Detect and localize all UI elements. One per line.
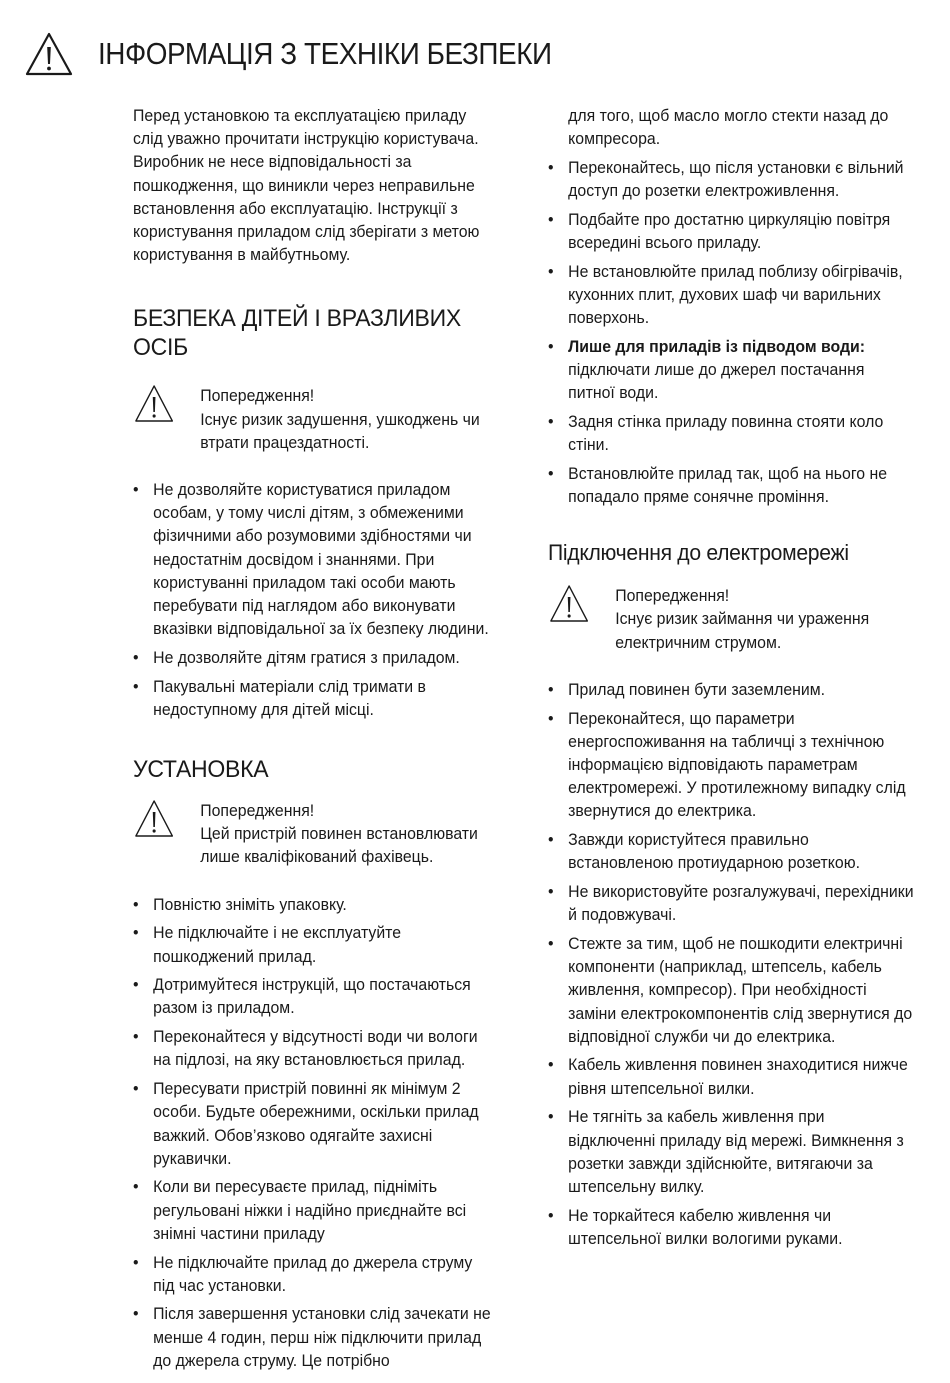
install-warning bbox=[133, 800, 498, 870]
warning-triangle-icon bbox=[548, 583, 590, 625]
list-item: • Повністю зніміть упаковку. bbox=[133, 894, 498, 917]
warning-triangle-icon bbox=[24, 30, 74, 78]
list-item: • Не встановлюйте прилад поблизу обігрівачів, кухонних плит, духових шаф чи варильних поверхонь. bbox=[548, 261, 915, 331]
install-section-title: УСТАНОВКА bbox=[133, 756, 269, 784]
page-header bbox=[24, 30, 602, 78]
list-item-water bbox=[548, 336, 915, 406]
list-item: • Задня стінка приладу повинна стояти коло стіни. bbox=[548, 411, 915, 457]
install-list-continued bbox=[548, 105, 915, 509]
water-item-text: підключати лише до джерел постачання питної води. bbox=[568, 361, 865, 403]
children-list bbox=[133, 479, 498, 722]
right-column bbox=[548, 105, 930, 1257]
list-item: • Подбайте про достатню циркуляцію повітря всередині всього приладу. bbox=[548, 209, 915, 255]
list-item: • Встановлюйте прилад так, щоб на нього не попадало пряме сонячне проміння. bbox=[548, 463, 915, 509]
warning-text: Існує ризик займання чи ураження електричним струмом. bbox=[615, 610, 870, 652]
list-item: • Пакувальні матеріали слід тримати в недоступному для дітей місці. bbox=[133, 676, 498, 722]
list-item: • Переконайтеся у відсутності води чи вологи на підлозі, на яку встановлюється прилад. bbox=[133, 1026, 498, 1072]
list-item: • Стежте за тим, щоб не пошкодити електричні компоненти (наприклад, штепсель, кабель живлення, компресор). При необхідності заміни електрокомпонентів слід звернутися до відповідної служби чи до електрика. bbox=[548, 933, 915, 1049]
warning-title: Попередження! bbox=[615, 587, 730, 606]
children-section-title: БЕЗПЕКА ДІТЕЙ І ВРАЗЛИВИХ ОСІБ bbox=[133, 305, 461, 362]
list-item: • Не дозволяйте користуватися приладом особам, у тому числі дітям, з обмеженими фізичними або розумовими здібностями чи недостатнім досвідом і знаннями. При користуванні приладом такі особи мають перебувати під наглядом або виконувати вказівки відповідальної за їх безпеку людини. bbox=[133, 479, 498, 641]
list-item: • Дотримуйтеся інструкцій, що постачаються разом із приладом. bbox=[133, 974, 498, 1020]
water-item-label: Лише для приладів із підводом води: bbox=[568, 337, 866, 356]
list-item: • Не дозволяйте дітям гратися з приладом. bbox=[133, 647, 498, 670]
list-item: • Кабель живлення повинен знаходитися нижче рівня штепсельної вилки. bbox=[548, 1054, 915, 1100]
warning-text: Цей пристрій повинен встановлювати лише кваліфікований фахівець. bbox=[200, 825, 478, 867]
install-list bbox=[133, 894, 498, 1373]
list-item: • Переконайтеся, що параметри енергоспоживання на табличці з технічною інформацією відповідають параметрам електромережі. У протилежному випадку слід звернутися до електрика. bbox=[548, 708, 915, 824]
list-item: • Не тягніть за кабель живлення при відключенні приладу від мережі. Вимкнення з розетки завжди здійснюйте, витягаючи за штепсельну вилку. bbox=[548, 1106, 915, 1199]
list-item: • Не використовуйте розгалужувачі, перехідники й подовжувачі. bbox=[548, 881, 915, 927]
list-item: • Не підключайте і не експлуатуйте пошкоджений прилад. bbox=[133, 922, 498, 968]
list-item: • Не підключайте прилад до джерела струму під час установки. bbox=[133, 1252, 498, 1298]
left-column bbox=[133, 105, 513, 1379]
warning-title: Попередження! bbox=[200, 387, 315, 406]
list-item: • Пересувати пристрій повинні як мінімум 2 особи. Будьте обережними, оскільки прилад важкий. Обов’язково одягайте захисні рукавички. bbox=[133, 1078, 498, 1171]
electric-warning bbox=[548, 585, 915, 655]
list-item: • Прилад повинен бути заземленим. bbox=[548, 679, 915, 702]
electric-section-title: Підключення до електромережі bbox=[548, 540, 849, 566]
list-item: • Після завершення установки слід зачекати не менше 4 годин, перш ніж підключити прилад до джерела струму. Це потрібно bbox=[133, 1303, 498, 1373]
page-title: ІНФОРМАЦІЯ З ТЕХНІКИ БЕЗПЕКИ bbox=[98, 36, 552, 71]
list-item: • Переконайтесь, що після установки є вільний доступ до розетки електроживлення. bbox=[548, 157, 915, 203]
warning-text: Існує ризик задушення, ушкоджень чи втрати працездатності. bbox=[200, 410, 480, 452]
warning-triangle-icon bbox=[133, 383, 175, 425]
list-item: • Не торкайтеся кабелю живлення чи штепсельної вилки вологими руками. bbox=[548, 1205, 915, 1251]
list-item: • Коли ви пересуваєте прилад, підніміть регульовані ніжки і надійно приєднайте всі знімні частини приладу bbox=[133, 1176, 498, 1246]
electric-list bbox=[548, 679, 915, 1251]
warning-triangle-icon bbox=[133, 798, 175, 840]
list-item: • Завжди користуйтеся правильно встановленою протиударною розеткою. bbox=[548, 829, 915, 875]
list-item-continuation: для того, щоб масло могло стекти назад до компресора. bbox=[568, 107, 889, 149]
warning-title: Попередження! bbox=[200, 802, 315, 821]
intro-paragraph: Перед установкою та експлуатацією приладу слід уважно прочитати інструкцію користувача. Виробник не несе відповідальності за пошкодження, що виникли через неправильне встановлення або експлуатацію. Інструкції з користування приладом слід зберігати з метою користування в майбутньому. bbox=[133, 107, 480, 265]
children-warning bbox=[133, 385, 498, 455]
